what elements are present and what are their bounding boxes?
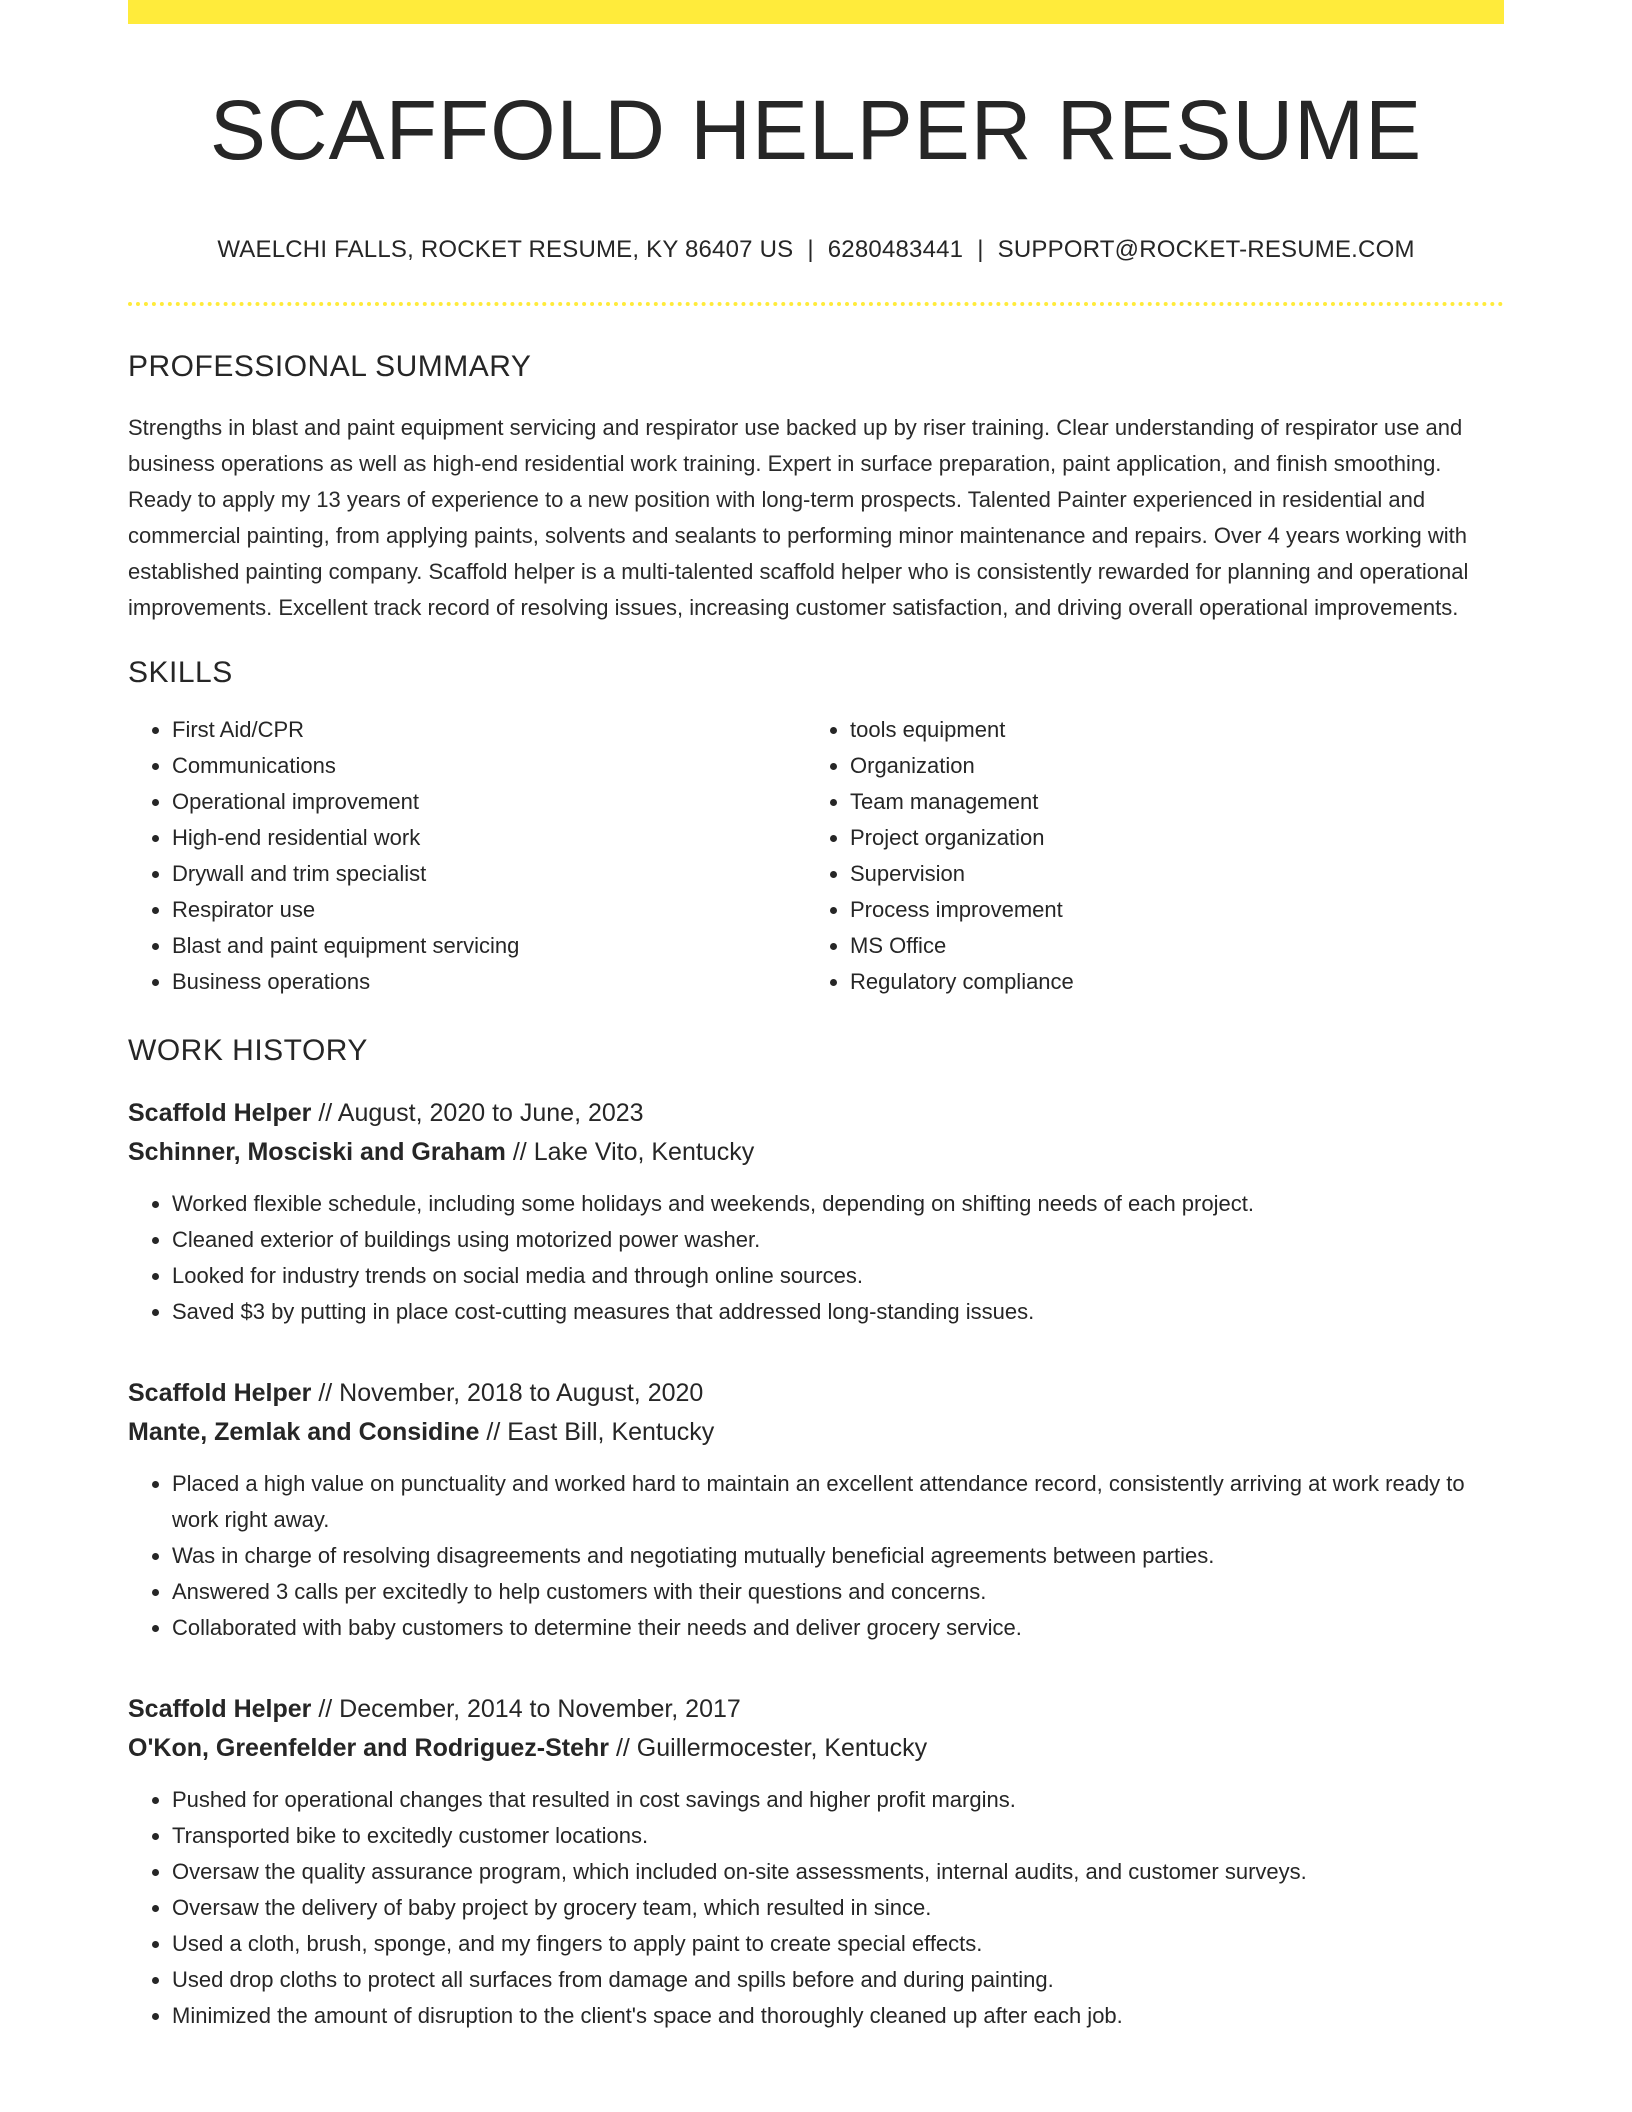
- job-company: O'Kon, Greenfelder and Rodriguez-Stehr: [128, 1734, 609, 1763]
- list-item: • Looked for industry trends on social media and through online sources.: [172, 1258, 1504, 1294]
- skill-item: • Project organization: [850, 820, 1484, 856]
- summary-text: Strengths in blast and paint equipment servicing and respirator use backed up by riser training. Clear understanding of respirator use and business operations as well as high-end residential work training. Expert in surface preparation, paint application, and finish smoothing. Ready to apply my 13 years of experience to a new position with long-term prospects. Talented Painter experienced in residential and commercial painting, from applying paints, solvents and sealants to performing minor maintenance and repairs. Over 4 years working with established painting company. Scaffold helper is a multi-talented scaffold helper who is consistently rewarded for planning and operational improvements. Excellent track record of resolving issues, increasing customer satisfaction, and driving overall operational improvements.: [128, 415, 1469, 621]
- job-company: Schinner, Mosciski and Graham: [128, 1138, 506, 1167]
- skill-item: • Communications: [172, 748, 806, 784]
- list-item: • Answered 3 calls per excitedly to help customers with their questions and concerns.: [172, 1574, 1504, 1610]
- job-location: // Lake Vito, Kentucky: [512, 1138, 755, 1167]
- skills-heading: SKILLS: [128, 656, 233, 690]
- summary-heading: PROFESSIONAL SUMMARY: [128, 350, 532, 384]
- job-entry: [128, 1094, 1504, 1330]
- skills-list: [128, 712, 1504, 1000]
- work-history-heading: WORK HISTORY: [128, 1034, 368, 1068]
- job-bullets: [128, 1782, 1504, 2034]
- job-dates: // December, 2014 to November, 2017: [318, 1695, 741, 1724]
- job-company-line: [128, 1413, 1504, 1452]
- list-item: • Used a cloth, brush, sponge, and my fingers to apply paint to create special effects.: [172, 1926, 1504, 1962]
- list-item: • Used drop cloths to protect all surfaces from damage and spills before and during painting.: [172, 1962, 1504, 1998]
- contact-address: WAELCHI FALLS, ROCKET RESUME, KY 86407 US: [217, 236, 794, 264]
- skill-item: • Supervision: [850, 856, 1484, 892]
- top-accent-bar: [128, 0, 1504, 24]
- job-entry: [128, 1374, 1504, 1646]
- job-bullets: [128, 1186, 1504, 1330]
- contact-line: [128, 236, 1504, 264]
- skill-item: • First Aid/CPR: [172, 712, 806, 748]
- contact-phone: 6280483441: [827, 236, 964, 264]
- job-company-line: [128, 1729, 1504, 1768]
- skill-item: • Team management: [850, 784, 1484, 820]
- list-item: • Was in charge of resolving disagreements and negotiating mutually beneficial agreements between parties.: [172, 1538, 1504, 1574]
- list-item: • Pushed for operational changes that resulted in cost savings and higher profit margins.: [172, 1782, 1504, 1818]
- list-item: • Saved $3 by putting in place cost-cutting measures that addressed long-standing issues.: [172, 1294, 1504, 1330]
- list-item: • Collaborated with baby customers to determine their needs and deliver grocery service.: [172, 1610, 1504, 1646]
- job-title-line: [128, 1374, 1504, 1413]
- list-item: • Oversaw the delivery of baby project by grocery team, which resulted in since.: [172, 1890, 1504, 1926]
- list-item: • Minimized the amount of disruption to the client's space and thoroughly cleaned up after each job.: [172, 1998, 1504, 2034]
- job-title: Scaffold Helper: [128, 1099, 312, 1128]
- job-company: Mante, Zemlak and Considine: [128, 1418, 480, 1447]
- skill-item: • Operational improvement: [172, 784, 806, 820]
- list-item: • Oversaw the quality assurance program, which included on-site assessments, internal audits, and customer surveys.: [172, 1854, 1504, 1890]
- job-title: Scaffold Helper: [128, 1695, 312, 1724]
- contact-separator: |: [977, 236, 984, 264]
- skill-item: • Regulatory compliance: [850, 964, 1484, 1000]
- job-title: Scaffold Helper: [128, 1379, 312, 1408]
- job-bullets: [128, 1466, 1504, 1646]
- list-item: • Cleaned exterior of buildings using motorized power washer.: [172, 1222, 1504, 1258]
- job-company-line: [128, 1133, 1504, 1172]
- dotted-divider: [128, 302, 1504, 306]
- job-entry: [128, 1690, 1504, 2034]
- job-dates: // November, 2018 to August, 2020: [318, 1379, 704, 1408]
- skill-item: • tools equipment: [850, 712, 1484, 748]
- contact-separator: |: [807, 236, 814, 264]
- skill-item: • Respirator use: [172, 892, 806, 928]
- skills-column-left: [128, 712, 806, 1000]
- job-title-line: [128, 1094, 1504, 1133]
- job-title-line: [128, 1690, 1504, 1729]
- resume-page: [128, 0, 1504, 2034]
- skill-item: • Business operations: [172, 964, 806, 1000]
- list-item: • Worked flexible schedule, including some holidays and weekends, depending on shifting needs of each project.: [172, 1186, 1504, 1222]
- list-item: • Transported bike to excitedly customer locations.: [172, 1818, 1504, 1854]
- job-dates: // August, 2020 to June, 2023: [318, 1099, 644, 1128]
- skill-item: • Organization: [850, 748, 1484, 784]
- skill-item: • Blast and paint equipment servicing: [172, 928, 806, 964]
- job-location: // Guillermocester, Kentucky: [615, 1734, 928, 1763]
- skill-item: • High-end residential work: [172, 820, 806, 856]
- skills-column-right: [806, 712, 1484, 1000]
- job-location: // East Bill, Kentucky: [486, 1418, 715, 1447]
- skill-item: • Drywall and trim specialist: [172, 856, 806, 892]
- page-title: SCAFFOLD HELPER RESUME: [209, 83, 1423, 177]
- list-item: • Placed a high value on punctuality and worked hard to maintain an excellent attendance record, consistently arriving at work ready to work right away.: [172, 1466, 1504, 1538]
- skill-item: • Process improvement: [850, 892, 1484, 928]
- contact-email[interactable]: SUPPORT@ROCKET-RESUME.COM: [997, 236, 1415, 264]
- skill-item: • MS Office: [850, 928, 1484, 964]
